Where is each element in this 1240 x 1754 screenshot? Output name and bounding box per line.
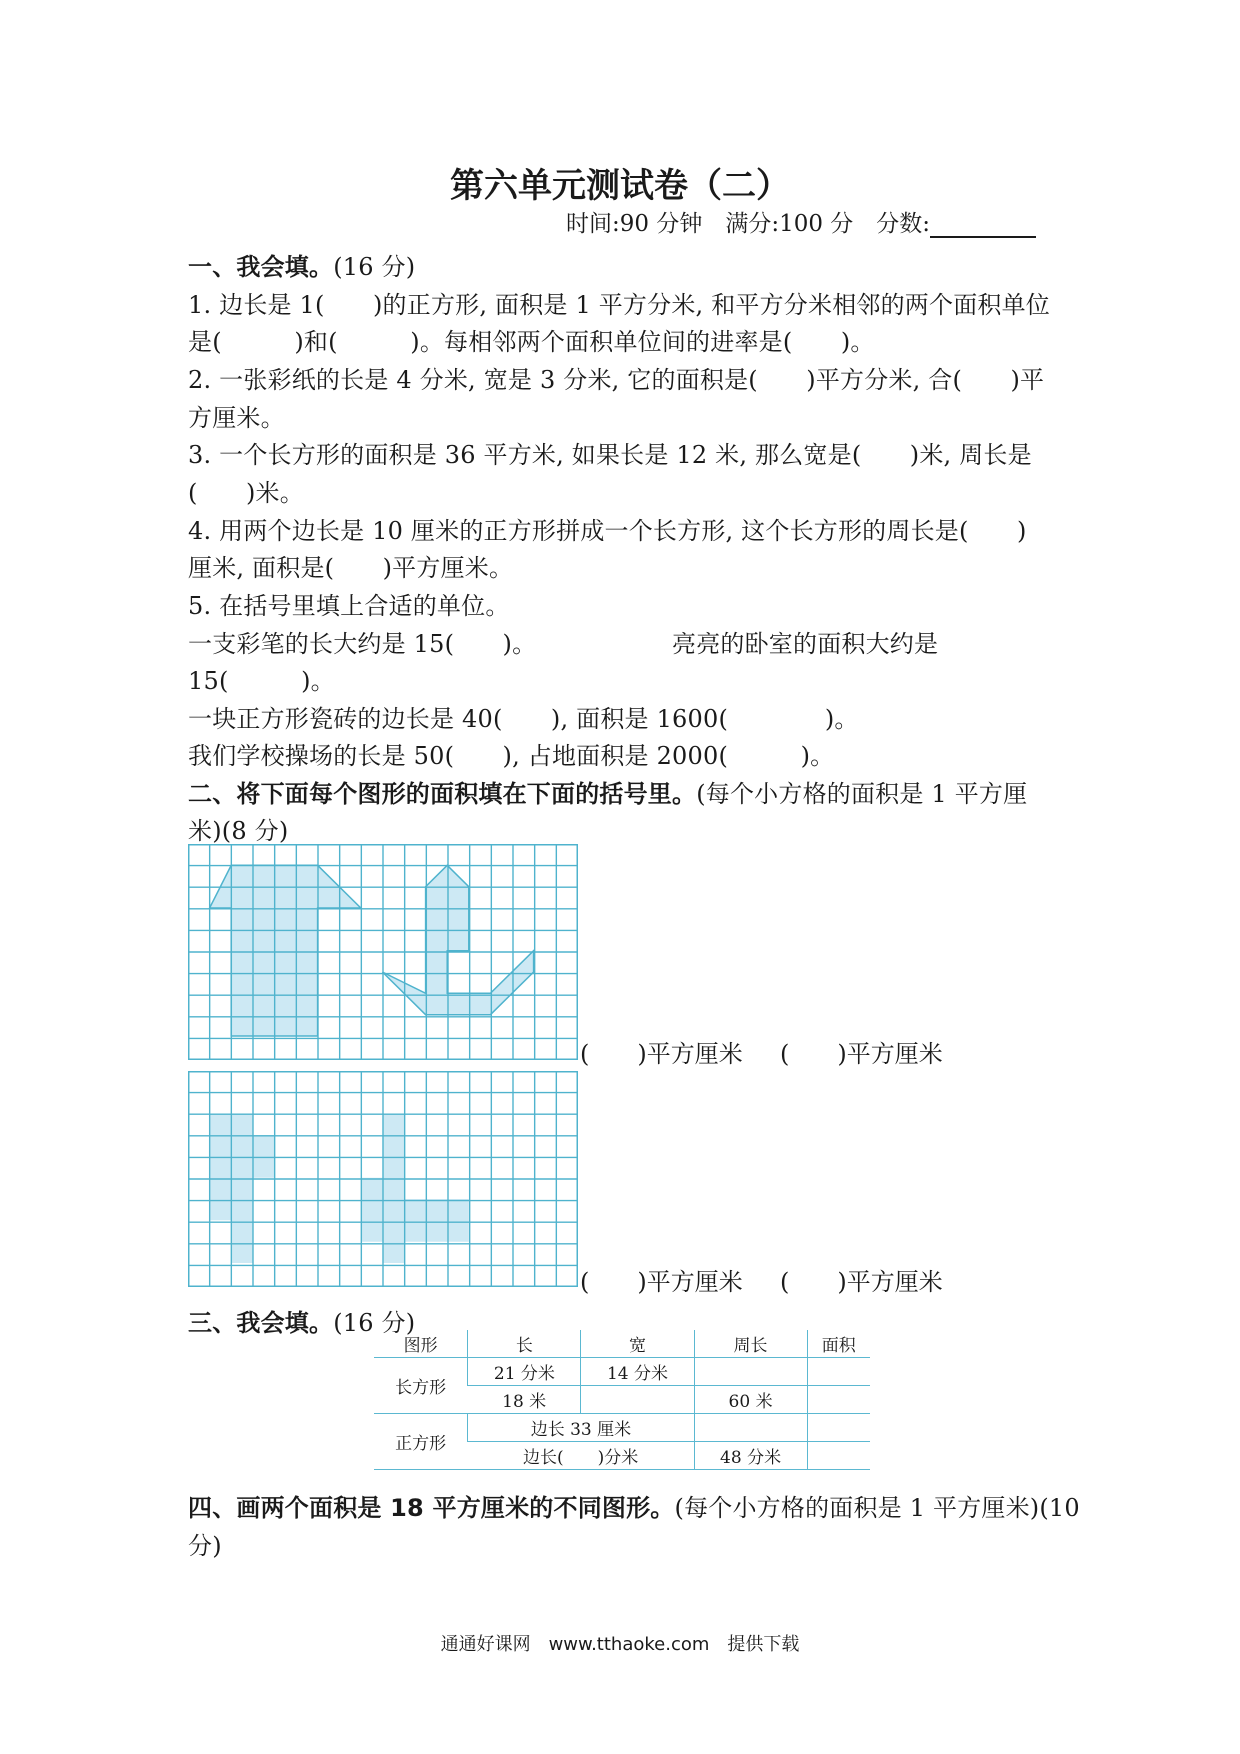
s4-points-2: 分): [188, 1532, 222, 1560]
table-cell: 48 分米: [694, 1442, 807, 1470]
section-4-heading: [188, 1488, 1080, 1523]
s3-points: (16 分): [333, 1309, 416, 1337]
col-area: 面积: [807, 1330, 870, 1358]
table-cell[interactable]: [807, 1386, 870, 1414]
s4-heading-text: 四、画两个面积是 18 平方厘米的不同图形。: [188, 1494, 675, 1522]
q5a-left: 一支彩笔的长大约是 15( )。: [188, 630, 537, 658]
fill-table: [374, 1330, 870, 1470]
grid-bottom: [188, 1071, 578, 1287]
q3-line-1: 3. 一个长方形的面积是 36 平方米, 如果长是 12 米, 那么宽是( )米, 周长是: [188, 441, 1032, 469]
table-cell: 14 分米: [581, 1358, 694, 1386]
q5a-right: 亮亮的卧室的面积大约是: [672, 630, 939, 658]
table-row: [374, 1414, 870, 1442]
q2-line-2: 方厘米。: [188, 404, 285, 432]
q5-line: 5. 在括号里填上合适的单位。: [188, 592, 510, 620]
answer-3: ( )平方厘米: [580, 1268, 743, 1296]
table-cell[interactable]: [807, 1414, 870, 1442]
exam-meta: [566, 205, 1036, 238]
q3-line-2: ( )米。: [188, 479, 304, 507]
section-1-heading: [188, 247, 415, 282]
s2-heading-text: 二、将下面每个图形的面积填在下面的括号里。: [188, 780, 697, 808]
rect-label: 长方形: [374, 1358, 468, 1414]
q2-line-1: 2. 一张彩纸的长是 4 分米, 宽是 3 分米, 它的面积是( )平方分米, 合( )平: [188, 366, 1045, 394]
table-cell[interactable]: [807, 1358, 870, 1386]
answer-2: ( )平方厘米: [780, 1040, 943, 1068]
meta-text: 时间:90 分钟 满分:100 分 分数:: [566, 211, 931, 237]
q1-line-1: 1. 边长是 1( )的正方形, 面积是 1 平方分米, 和平方分米相邻的两个面积单位: [188, 291, 1050, 319]
grid-top: [188, 844, 578, 1060]
s2-points-2: 米)(8 分): [188, 817, 289, 845]
table-cell: 60 米: [694, 1386, 807, 1414]
square-label: 正方形: [374, 1414, 468, 1470]
answer-1: ( )平方厘米: [580, 1040, 743, 1068]
footer-text: 通通好课网 www.tthaoke.com 提供下载: [440, 1634, 800, 1655]
q5b: 一块正方形瓷砖的边长是 40( ), 面积是 1600( )。: [188, 705, 859, 733]
table-cell: 21 分米: [468, 1358, 581, 1386]
q4-line-2: 厘米, 面积是( )平方厘米。: [188, 554, 514, 582]
q5c: 我们学校操场的长是 50( ), 占地面积是 2000( )。: [188, 742, 835, 770]
table-cell[interactable]: [694, 1414, 807, 1442]
s3-heading-text: 三、我会填。: [188, 1309, 334, 1337]
table-cell: 边长 33 厘米: [468, 1414, 694, 1442]
q5a-cont: 15( )。: [188, 667, 335, 695]
s1-heading-text: 一、我会填。: [188, 253, 334, 281]
score-blank[interactable]: [930, 212, 1036, 238]
table-cell[interactable]: [694, 1358, 807, 1386]
table-cell: 18 米: [468, 1386, 581, 1414]
table-cell[interactable]: 边长( )分米: [468, 1442, 694, 1470]
q1-line-2: 是( )和( )。每相邻两个面积单位间的进率是( )。: [188, 328, 875, 356]
q4-line-1: 4. 用两个边长是 10 厘米的正方形拼成一个长方形, 这个长方形的周长是( ): [188, 517, 1027, 545]
section-2-heading: [188, 774, 1027, 809]
table-header-row: [374, 1330, 870, 1358]
answer-4: ( )平方厘米: [780, 1268, 943, 1296]
page-title: 第六单元测试卷（二）: [450, 166, 790, 206]
col-length: 长: [468, 1330, 581, 1358]
col-perimeter: 周长: [694, 1330, 807, 1358]
table-row: [374, 1358, 870, 1386]
s4-points-1: (每个小方格的面积是 1 平方厘米)(10: [674, 1494, 1080, 1522]
table-cell[interactable]: [807, 1442, 870, 1470]
table-cell[interactable]: [581, 1386, 694, 1414]
s2-points-1: (每个小方格的面积是 1 平方厘: [696, 780, 1028, 808]
shape-a: [210, 865, 361, 1036]
col-shape: 图形: [374, 1330, 468, 1358]
s1-points: (16 分): [333, 253, 416, 281]
col-width: 宽: [581, 1330, 694, 1358]
